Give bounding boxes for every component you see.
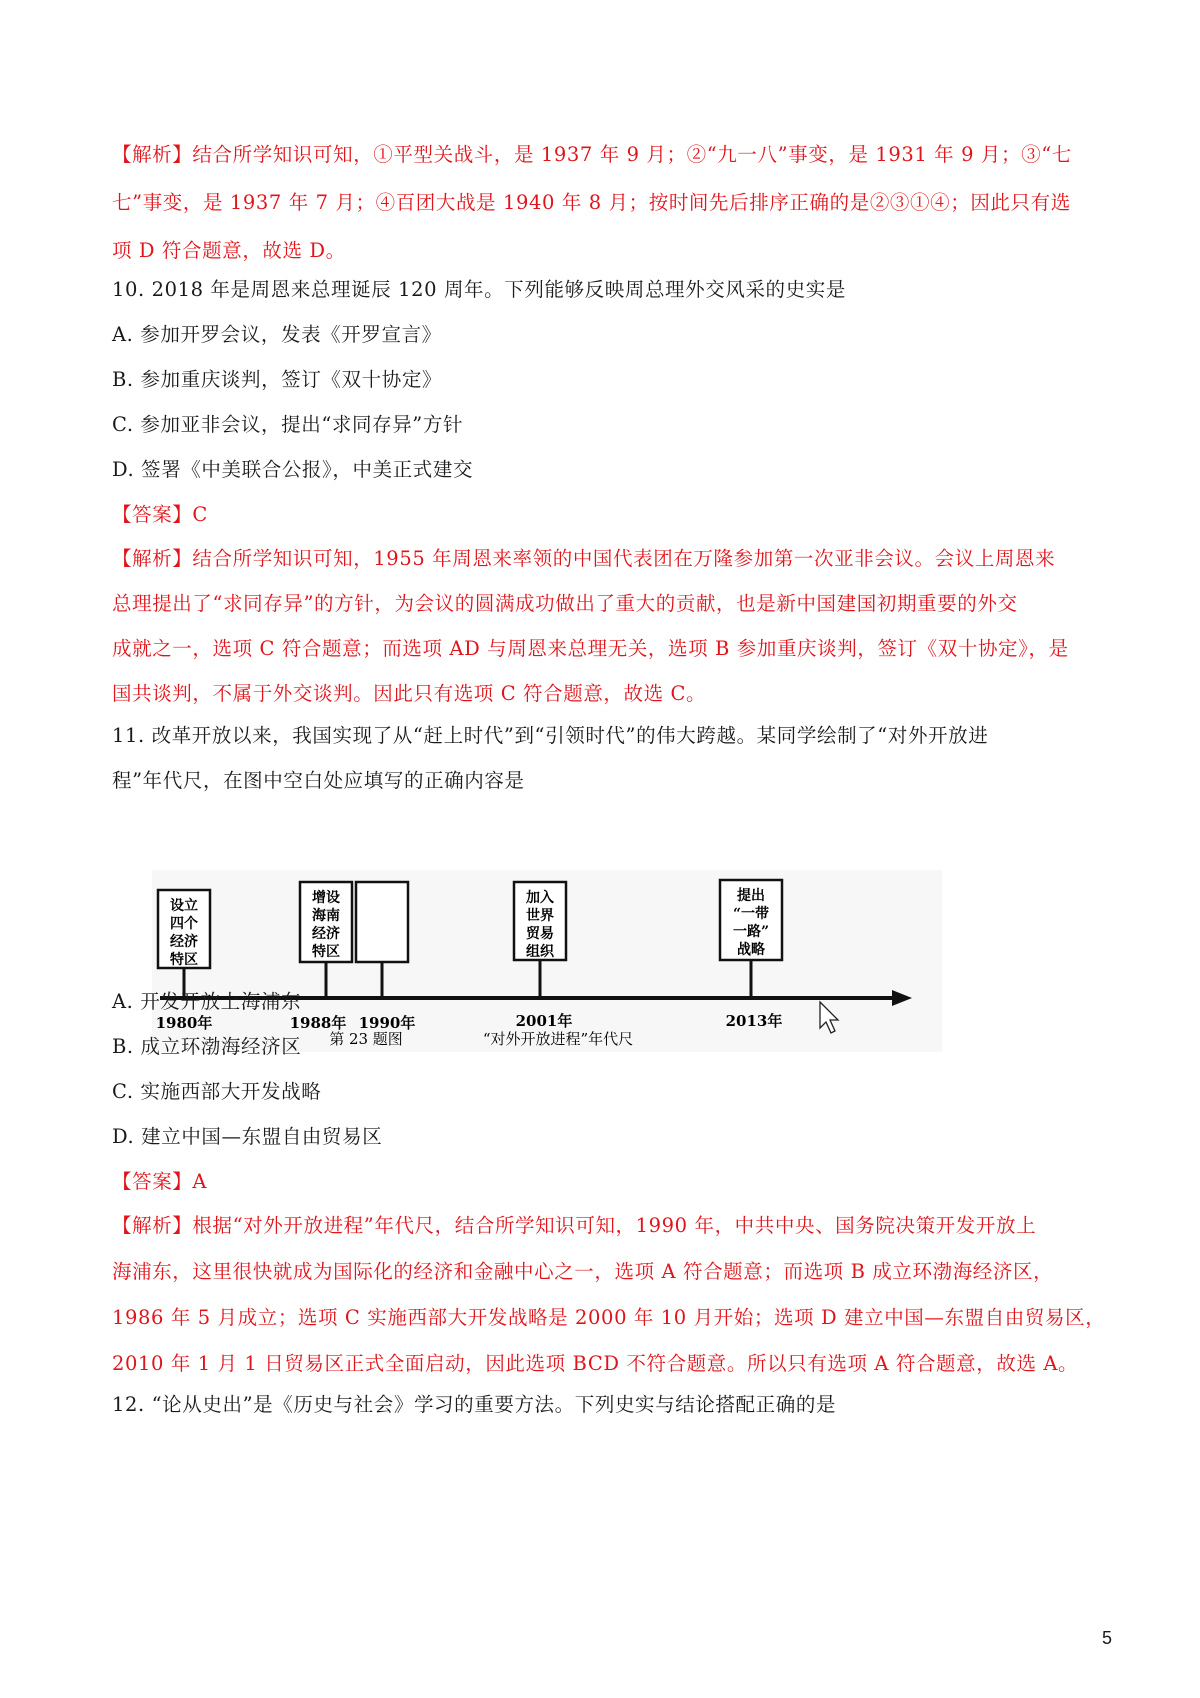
- timeline-year-label: 1980年: [155, 1014, 213, 1032]
- timeline-year-label: 2013年: [725, 1012, 783, 1030]
- q10-option-a: A. 参加开罗会议，发表《开罗宣言》: [112, 323, 442, 346]
- q9-analysis: [112, 131, 1096, 275]
- timeline-box-text: 增设: [312, 890, 340, 906]
- q10-analysis: [112, 536, 1096, 716]
- q11-stem: [112, 713, 1096, 803]
- timeline-box-text: 贸易: [526, 926, 554, 942]
- q11-option-b: B. 成立环渤海经济区: [112, 1035, 302, 1058]
- q10-analysis-line: 国共谈判，不属于外交谈判。因此只有选项 C 符合题意，故选 C。: [112, 682, 707, 705]
- timeline-year-label: 2001年: [515, 1012, 573, 1030]
- q9-analysis-line: 项 D 符合题意，故选 D。: [112, 239, 346, 262]
- q11-analysis-line: 1986 年 5 月成立；选项 C 实施西部大开发战略是 2000 年 10 月开始；选项 D 建立中国—东盟自由贸易区，: [112, 1306, 1106, 1329]
- q12-stem: 12. “论从史出”是《历史与社会》学习的重要方法。下列史实与结论搭配正确的是: [112, 1393, 837, 1416]
- q9-analysis-line: 七”事变，是 1937 年 7 月；④百团大战是 1940 年 8 月；按时间先后排序正确的是②③①④；因此只有选: [112, 191, 1071, 214]
- timeline-box-text: 组织: [526, 944, 554, 960]
- timeline-box-text: 经济: [170, 934, 198, 950]
- timeline-box-text: 特区: [170, 952, 198, 968]
- q10-analysis-line: 成就之一，选项 C 符合题意；而选项 AD 与周恩来总理无关，选项 B 参加重庆谈判，签订《双十协定》，是: [112, 637, 1069, 660]
- timeline-box-text: 加入: [526, 890, 554, 906]
- q11-answer: 【答案】A: [112, 1170, 208, 1193]
- q11-option-d: D. 建立中国—东盟自由贸易区: [112, 1125, 383, 1148]
- timeline-box-text: “一带: [732, 906, 770, 922]
- timeline-box-text: 一路”: [732, 924, 770, 940]
- timeline-box-text: 海南: [312, 908, 340, 924]
- q11-analysis-line: 2010 年 1 月 1 日贸易区正式全面启动，因此选项 BCD 不符合题意。所以只有选项 A 符合题意，故选 A。: [112, 1352, 1079, 1375]
- q11-stem-line: 11. 改革开放以来，我国实现了从“赶上时代”到“引领时代”的伟大跨越。某同学绘制了“对外开放进: [112, 724, 989, 747]
- timeline-box-text: 世界: [526, 908, 554, 924]
- q11-option-a: A. 开发开放上海浦东: [112, 990, 302, 1013]
- q11-stem-line: 程”年代尺，在图中空白处应填写的正确内容是: [112, 769, 525, 792]
- timeline-box-text: 经济: [312, 926, 340, 942]
- timeline-box-text: 提出: [737, 888, 765, 904]
- timeline-box-text: 四个: [170, 916, 198, 932]
- q10-answer: 【答案】C: [112, 503, 208, 526]
- timeline-box-text: 特区: [312, 944, 340, 960]
- timeline-year-label: 1988年: [289, 1014, 347, 1032]
- q10-option-d: D. 签署《中美联合公报》，中美正式建交: [112, 458, 474, 481]
- q9-analysis-line: 【解析】结合所学知识可知，①平型关战斗，是 1937 年 9 月；②“九一八”事变，是 1931 年 9 月；③“七: [112, 143, 1072, 166]
- page-number: 5: [1101, 1628, 1112, 1648]
- q11-analysis-line: 海浦东，这里很快就成为国际化的经济和金融中心之一，选项 A 符合题意；而选项 B 成立环渤海经济区，: [112, 1260, 1054, 1283]
- timeline-box-text: 战略: [737, 942, 765, 958]
- q10-analysis-line: 【解析】结合所学知识可知，1955 年周恩来率领的中国代表团在万隆参加第一次亚非会议。会议上周恩来: [112, 547, 1056, 570]
- q10-option-b: B. 参加重庆谈判，签订《双十协定》: [112, 368, 443, 391]
- q11-analysis-line: 【解析】根据“对外开放进程”年代尺，结合所学知识可知，1990 年，中共中央、国务院决策开发开放上: [112, 1214, 1037, 1237]
- q11-analysis: [112, 1203, 1106, 1387]
- q11-option-c: C. 实施西部大开发战略: [112, 1080, 322, 1103]
- figure-caption-title: “对外开放进程”年代尺: [482, 1030, 634, 1048]
- q10-option-c: C. 参加亚非会议，提出“求同存异”方针: [112, 413, 464, 436]
- q10-stem: 10. 2018 年是周恩来总理诞辰 120 周年。下列能够反映周总理外交风采的史实是: [112, 278, 846, 301]
- q10-analysis-line: 总理提出了“求同存异”的方针，为会议的圆满成功做出了重大的贡献，也是新中国建国初期重要的外交: [112, 592, 1018, 615]
- timeline-box-text: 设立: [170, 898, 198, 914]
- timeline-year-label: 1990年: [358, 1014, 416, 1032]
- timeline-blank-box: [356, 882, 408, 962]
- figure-caption-number: 第 23 题图: [329, 1030, 403, 1048]
